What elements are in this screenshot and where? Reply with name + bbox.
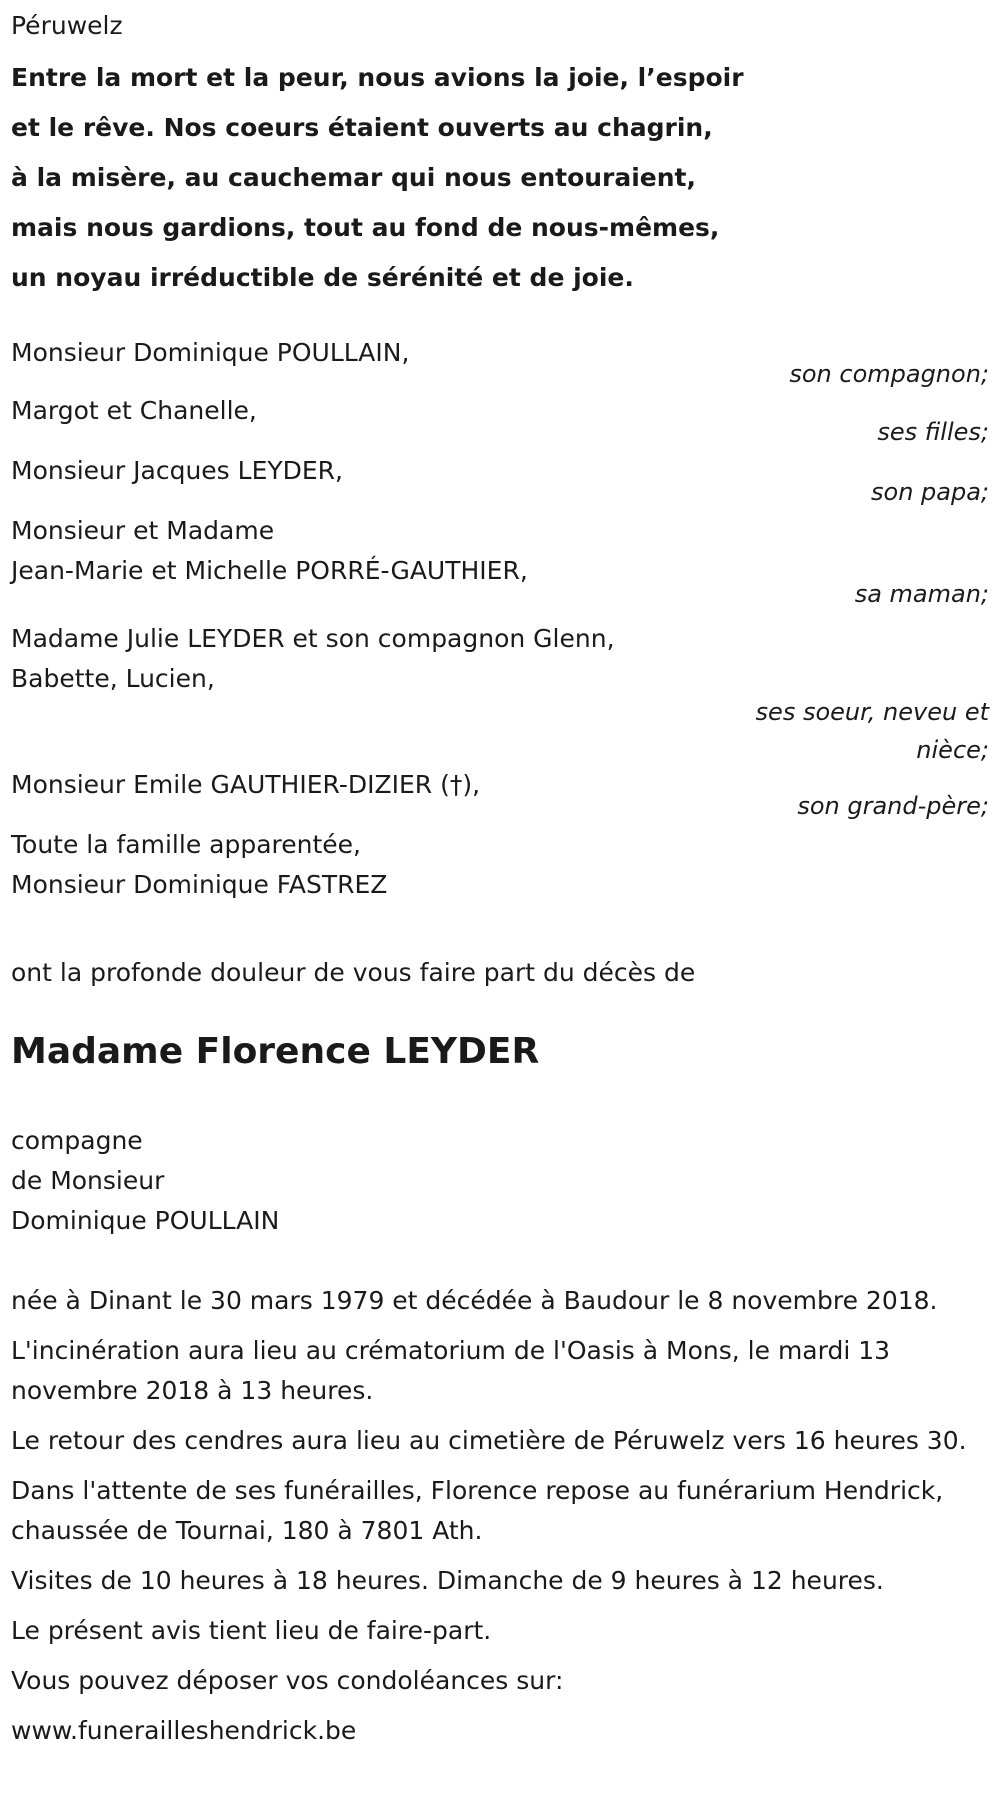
family-name-line: Monsieur Emile GAUTHIER-DIZIER (†), — [11, 770, 481, 799]
family-name-line: Monsieur Dominique POULLAIN, — [11, 338, 410, 367]
family-entry — [11, 451, 989, 511]
detail-paragraph: Dans l'attente de ses funérailles, Florence repose au funérarium Hendrick, chaussée de Tournai, 180 à 7801 Ath. — [11, 1476, 944, 1545]
family-entry — [11, 619, 989, 769]
family-name-line: Jean-Marie et Michelle PORRÉ-GAUTHIER, — [11, 556, 528, 585]
spouse-line: compagne — [11, 1126, 143, 1155]
spouse-line: Dominique POULLAIN — [11, 1206, 280, 1235]
family-names — [11, 619, 989, 699]
family-list — [11, 333, 989, 905]
family-entry — [11, 511, 989, 613]
detail-paragraph: née à Dinant le 30 mars 1979 et décédée à Baudour le 8 novembre 2018. — [11, 1286, 938, 1315]
family-role-line: son grand-père; — [797, 792, 989, 820]
family-role-line: son compagnon; — [789, 360, 989, 388]
detail-paragraph: Le présent avis tient lieu de faire-part. — [11, 1616, 492, 1645]
family-role — [11, 693, 989, 769]
family-entry — [11, 765, 989, 825]
announcement-text: ont la profonde douleur de vous faire part du décès de — [11, 958, 696, 987]
family-names — [11, 825, 989, 905]
spouse-block — [11, 1121, 279, 1241]
family-role-line: nièce; — [916, 736, 989, 764]
poem-line: et le rêve. Nos coeurs étaient ouverts au chagrin, — [11, 113, 713, 142]
family-name-line: Madame Julie LEYDER et son compagnon Glenn, — [11, 624, 615, 653]
spouse-line: de Monsieur — [11, 1166, 165, 1195]
family-entry — [11, 391, 989, 451]
family-name-line: Margot et Chanelle, — [11, 396, 257, 425]
detail-paragraph: L'incinération aura lieu au crématorium de l'Oasis à Mons, le mardi 13 novembre 2018 à 13 heures. — [11, 1336, 891, 1405]
family-name-line: Monsieur Jacques LEYDER, — [11, 456, 343, 485]
family-role-line: ses filles; — [877, 418, 989, 446]
detail-paragraph: Le retour des cendres aura lieu au cimetière de Péruwelz vers 16 heures 30. — [11, 1426, 967, 1455]
family-entry — [11, 333, 989, 393]
poem-line: un noyau irréductible de sérénité et de joie. — [11, 263, 634, 292]
family-name-line: Babette, Lucien, — [11, 664, 215, 693]
details-block — [11, 1281, 991, 1761]
family-name-line: Monsieur et Madame — [11, 516, 275, 545]
family-entry — [11, 825, 989, 905]
poem-block — [11, 53, 751, 303]
poem-line: à la misère, au cauchemar qui nous entouraient, — [11, 163, 697, 192]
detail-paragraph: Visites de 10 heures à 18 heures. Dimanche de 9 heures à 12 heures. — [11, 1566, 884, 1595]
condolences-link[interactable]: www.funerailleshendrick.be — [11, 1716, 357, 1745]
family-role-line: ses soeur, neveu et — [755, 698, 989, 726]
family-name-line: Toute la famille apparentée, — [11, 830, 361, 859]
family-role-line: son papa; — [871, 478, 989, 506]
family-role-line: sa maman; — [854, 580, 989, 608]
family-name-line: Monsieur Dominique FASTREZ — [11, 870, 388, 899]
location-heading: Péruwelz — [11, 11, 123, 40]
poem-line: mais nous gardions, tout au fond de nous-mêmes, — [11, 213, 720, 242]
detail-paragraph: Vous pouvez déposer vos condoléances sur: — [11, 1666, 564, 1695]
deceased-name: Madame Florence LEYDER — [11, 1031, 540, 1072]
poem-line: Entre la mort et la peur, nous avions la joie, l’espoir — [11, 63, 744, 92]
